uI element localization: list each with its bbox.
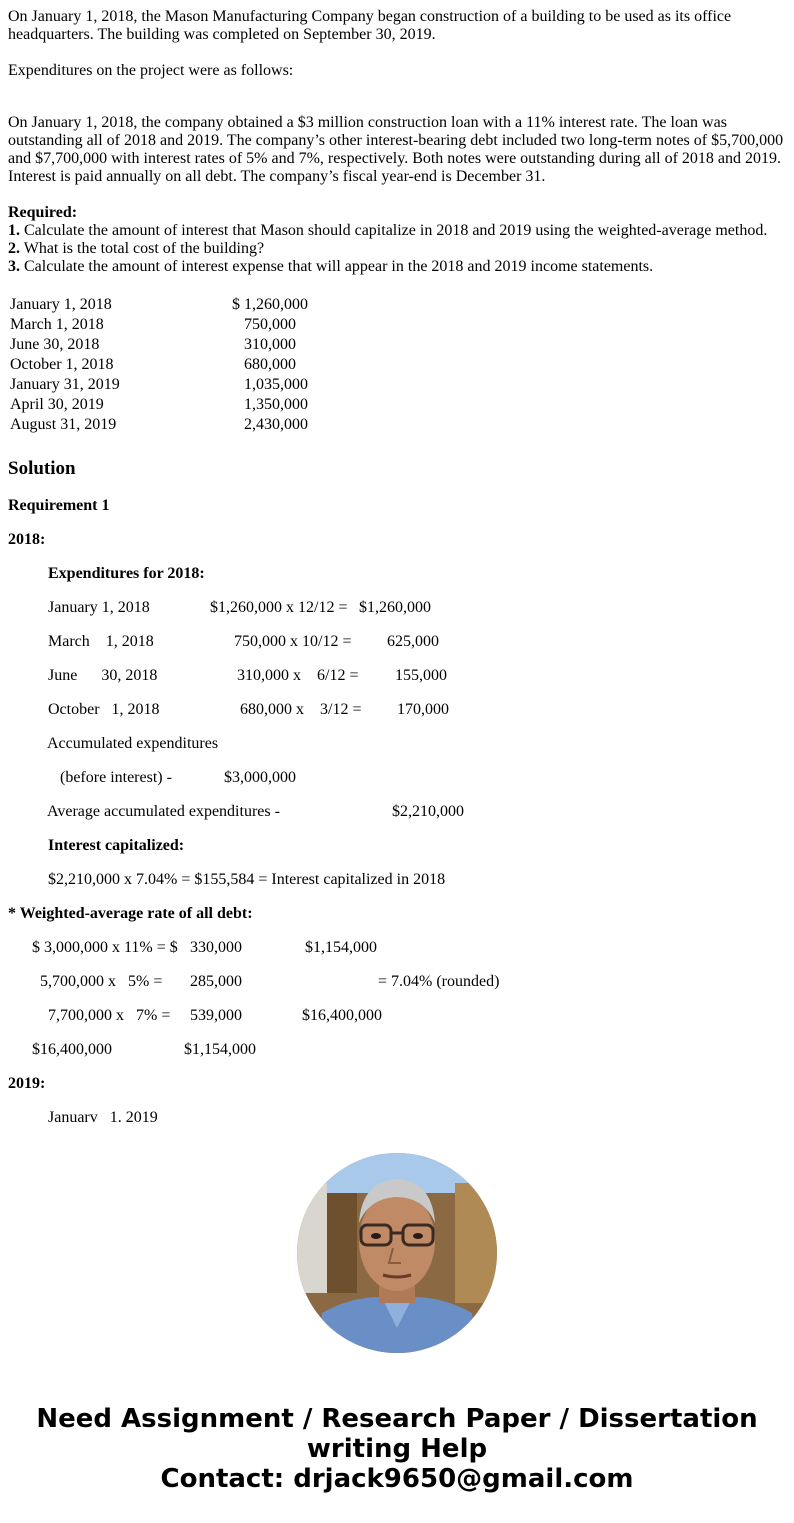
total-debt-denominator: $16,400,000 [302, 1007, 382, 1024]
expenditures-2018-heading: Expenditures for 2018: [48, 565, 205, 582]
problem-intro: On January 1, 2018, the Mason Manufacturing Company began construction of a building to be used as its office headquarters. The building was completed on September 30, 2019. [8, 8, 732, 43]
before-interest-value: $3,000,000 [224, 769, 296, 786]
calc-result: $1,260,000 [359, 599, 431, 616]
exp-amount: 310,000 [244, 336, 296, 353]
total-debt: $16,400,000 [32, 1041, 112, 1058]
calc-result: 170,000 [397, 701, 449, 718]
accumulated-label: Accumulated expenditures [47, 735, 219, 752]
exp-date: October 1, 2018 [10, 356, 114, 373]
weighted-interest: 330,000 [190, 939, 242, 956]
calc-result: 625,000 [387, 633, 439, 650]
interest-capitalized-line: $2,210,000 x 7.04% = $155,584 = Interest capitalized in 2018 [48, 871, 446, 888]
promo-contact: Contact: drjack9650@gmail.com [160, 1464, 634, 1494]
exp-amount: $ 1,260,000 [232, 296, 308, 313]
requirement-3: 3. Calculate the amount of interest expense that will appear in the 2018 and 2019 income statements. [8, 258, 654, 275]
exp-amount: 1,035,000 [244, 376, 308, 393]
exp-date: January 1, 2018 [10, 296, 112, 313]
exp-amount: 2,430,000 [244, 416, 308, 433]
year-2018-heading: 2018: [8, 531, 46, 548]
calc-formula: 310,000 x 6/12 = [237, 667, 359, 684]
total-interest-numerator: $1,154,000 [305, 939, 377, 956]
required-label: Required: [8, 204, 78, 221]
total-interest: $1,154,000 [184, 1041, 256, 1058]
promo-line-2: writing Help [306, 1434, 488, 1464]
calc-formula: 680,000 x 3/12 = [240, 701, 362, 718]
requirement-1: 1. Calculate the amount of interest that Mason should capitalize in 2018 and 2019 using the weighted-average method. [8, 222, 768, 239]
before-interest-label: (before interest) - [60, 769, 172, 786]
calc-date: January 1, 2018 [48, 599, 150, 616]
weighted-interest: 539,000 [190, 1007, 242, 1024]
year-2019-heading: 2019: [8, 1075, 46, 1092]
january-2019-line: Januarv 1. 2019 [48, 1109, 158, 1126]
average-label: Average accumulated expenditures - [47, 803, 280, 820]
calc-date: March 1, 2018 [48, 633, 154, 650]
exp-date: June 30, 2018 [10, 336, 100, 353]
weighted-calc: 5,700,000 x 5% = [40, 973, 163, 990]
author-avatar [297, 1153, 497, 1353]
exp-date: August 31, 2019 [10, 416, 117, 433]
calc-date: October 1, 2018 [48, 701, 160, 718]
weighted-calc: 7,700,000 x 7% = [48, 1007, 171, 1024]
calc-date: June 30, 2018 [48, 667, 158, 684]
calc-result: 155,000 [395, 667, 447, 684]
exp-amount: 680,000 [244, 356, 296, 373]
exp-amount: 1,350,000 [244, 396, 308, 413]
average-value: $2,210,000 [392, 803, 464, 820]
requirement-1-heading: Requirement 1 [8, 497, 110, 514]
weighted-calc: $ 3,000,000 x 11% = $ [32, 939, 178, 956]
expenditures-heading: Expenditures on the project were as follows: [8, 62, 294, 79]
promo-line-1: Need Assignment / Research Paper / Dissertation [36, 1404, 758, 1434]
weighted-interest: 285,000 [190, 973, 242, 990]
loan-paragraph: On January 1, 2018, the company obtained a $3 million construction loan with a 11% interest rate. The loan was outstanding all of 2018 and 2019. The company’s other interest-bearing debt included two long-term notes of $5,700,000 and $7,700,000 with interest rates of 5% and 7%, respectively. Both notes were outstanding during all of 2018 and 2019. Interest is paid annually on all debt. The company’s fiscal year-end is December 31. [8, 114, 784, 185]
exp-amount: 750,000 [244, 316, 296, 333]
solution-title: Solution [8, 458, 76, 479]
weighted-rate: = 7.04% (rounded) [378, 973, 500, 990]
exp-date: April 30, 2019 [10, 396, 104, 413]
exp-date: March 1, 2018 [10, 316, 104, 333]
calc-formula: $1,260,000 x 12/12 = [210, 599, 348, 616]
calc-formula: 750,000 x 10/12 = [234, 633, 352, 650]
requirement-2: 2. What is the total cost of the building? [8, 240, 265, 257]
author-photo [297, 1153, 497, 1353]
exp-date: January 31, 2019 [10, 376, 120, 393]
weighted-average-heading: * Weighted-average rate of all debt: [8, 905, 253, 922]
interest-capitalized-heading: Interest capitalized: [48, 837, 185, 854]
